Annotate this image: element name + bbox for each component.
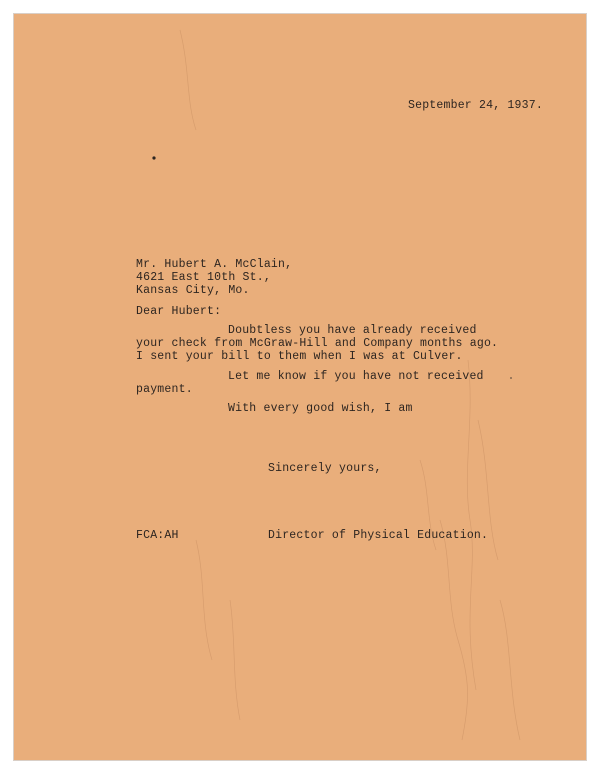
signature-title: Director of Physical Education. [268,529,489,542]
body-paragraph-1-line-3: I sent your bill to them when I was at Culver. [136,350,463,363]
recipient-street: 4621 East 10th St., [136,271,271,284]
letter-date: September 24, 1937. [408,99,543,112]
typist-initials: FCA:AH [136,529,179,542]
letter-page [13,13,587,761]
recipient-name: Mr. Hubert A. McClain, [136,258,293,271]
body-paragraph-1-line-1: Doubtless you have already received [228,324,477,337]
body-paragraph-2-line-1: Let me know if you have not received [228,370,484,383]
body-paragraph-2-line-2: payment. [136,383,193,396]
recipient-city: Kansas City, Mo. [136,284,250,297]
closing: Sincerely yours, [268,462,382,475]
body-paragraph-3-line-1: With every good wish, I am [228,402,413,415]
salutation: Dear Hubert: [136,305,222,318]
body-paragraph-1-line-2: your check from McGraw-Hill and Company months ago. [136,337,499,350]
